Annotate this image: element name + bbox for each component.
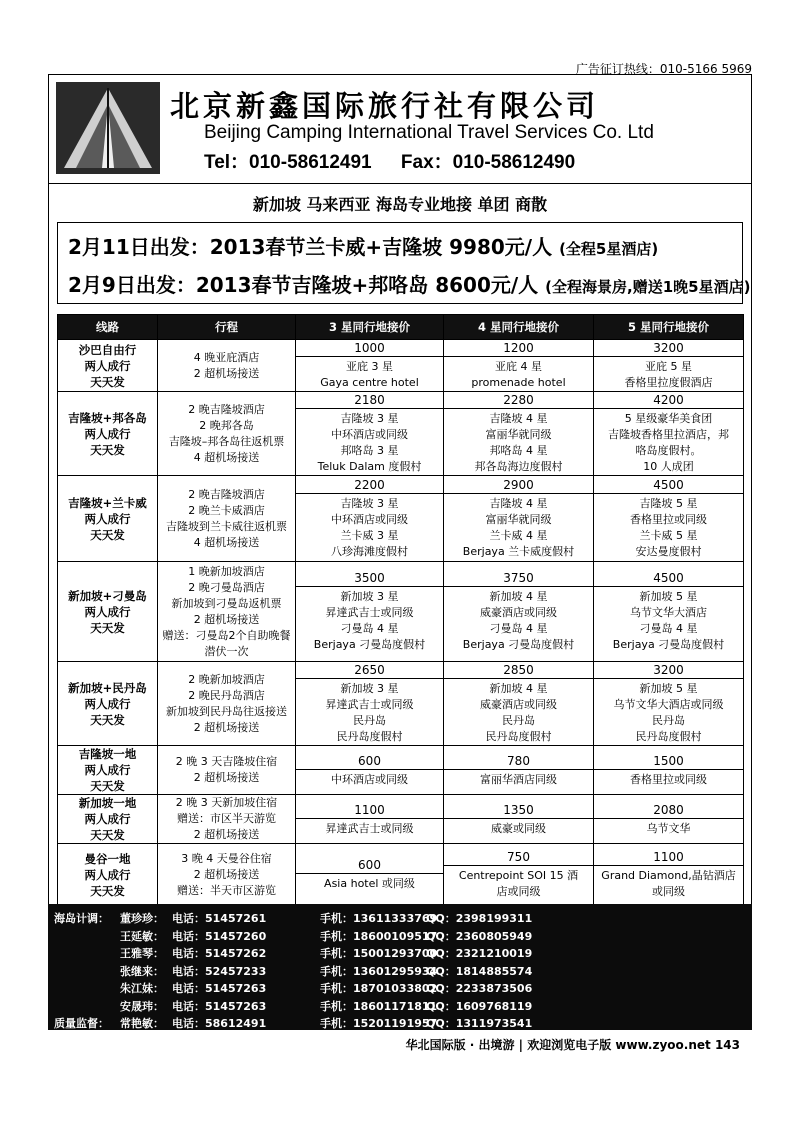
hotel-line: 中环酒店或同级 bbox=[331, 513, 408, 526]
hotel-line: 5 星级豪华美食团 bbox=[624, 412, 713, 425]
tier-cell bbox=[594, 746, 744, 795]
tier-cell bbox=[594, 562, 744, 662]
route-line: 吉隆坡+兰卡威 bbox=[68, 495, 147, 510]
hotel-line: 新加坡 3 星 bbox=[340, 682, 399, 695]
hotel-line: Berjaya 刁曼岛度假村 bbox=[313, 638, 426, 651]
route-line: 天天发 bbox=[90, 374, 125, 389]
table-row bbox=[58, 562, 744, 662]
itinerary-cell bbox=[158, 662, 296, 746]
itinerary-line: 赠送：市区半天游览 bbox=[177, 812, 276, 825]
hotel-line: Centrepoint SOI 15 酒 bbox=[458, 869, 579, 882]
tier-price: 1000 bbox=[296, 340, 443, 357]
tier-price: 4500 bbox=[594, 570, 743, 587]
page-footer bbox=[0, 1036, 740, 1053]
tier-hotels bbox=[594, 679, 743, 745]
contact-role: 海岛计调： bbox=[54, 912, 109, 925]
contact-tel: 电话：52457233 bbox=[172, 964, 267, 978]
tier-cell bbox=[296, 392, 444, 476]
hotel-line: 民丹岛度假村 bbox=[336, 730, 403, 743]
itinerary-line: 潜伏一次 bbox=[204, 644, 249, 658]
hotel-line: 富丽华酒店同级 bbox=[480, 772, 557, 786]
tier-cell bbox=[296, 340, 444, 392]
route-line: 曼谷一地 bbox=[84, 851, 131, 866]
hotel-line: 民丹岛 bbox=[502, 714, 535, 727]
tier-price: 4200 bbox=[594, 392, 743, 409]
contact-tel: 电话：51457261 bbox=[172, 912, 267, 925]
hotel-line: 民丹岛度假村 bbox=[635, 730, 702, 743]
itinerary-line: 赠送：刁曼岛2个自助晚餐 bbox=[162, 628, 291, 642]
tier-hotels bbox=[594, 866, 743, 900]
itinerary-line: 2 晚刁曼岛酒店 bbox=[188, 580, 265, 594]
tier-price: 1200 bbox=[444, 340, 593, 357]
route-line: 沙巴自由行 bbox=[78, 342, 137, 357]
contact-name: 常艳敏： bbox=[120, 1017, 164, 1030]
table-row bbox=[58, 662, 744, 746]
table-row bbox=[58, 476, 744, 562]
itinerary-line: 4 晚亚庇酒店 bbox=[193, 350, 260, 364]
hotel-line: 吉隆坡 3 星 bbox=[340, 412, 399, 425]
hotel-line: 新加坡 5 星 bbox=[639, 590, 698, 603]
tier-hotels bbox=[594, 409, 743, 475]
tier-cell bbox=[444, 562, 594, 662]
tier-cell bbox=[296, 795, 444, 844]
hotel-line: 香格里拉或同级 bbox=[630, 772, 707, 786]
itinerary-line: 赠送：半天市区游览 bbox=[177, 883, 276, 897]
itinerary-line: 2 超机场接送 bbox=[193, 828, 260, 841]
hotel-line: 乌节文华大酒店 bbox=[630, 606, 707, 619]
tier-price: 1500 bbox=[594, 753, 743, 770]
tier-price: 1350 bbox=[444, 802, 593, 819]
itinerary-line: 2 晚邦各岛 bbox=[199, 418, 254, 432]
tier-hotels bbox=[296, 874, 443, 892]
itinerary-line: 2 超机场接送 bbox=[193, 867, 260, 881]
tier-cell bbox=[444, 340, 594, 392]
hotel-line: 吉隆坡 3 星 bbox=[340, 497, 399, 510]
hotel-line: 亚庇 3 星 bbox=[346, 360, 393, 373]
tier-cell bbox=[296, 844, 444, 906]
tier-hotels bbox=[594, 819, 743, 837]
hotel-line: 兰卡威 4 星 bbox=[489, 529, 548, 542]
hotel-line: Teluk Dalam 度假村 bbox=[317, 460, 422, 473]
hotel-line: 新加坡 4 星 bbox=[489, 590, 548, 603]
itinerary-line: 2 超机场接送 bbox=[193, 366, 260, 380]
tier-price: 2200 bbox=[296, 477, 443, 494]
contact-name: 张继来： bbox=[120, 964, 164, 978]
company-fax: Fax：010-58612490 bbox=[400, 152, 576, 173]
contact-qq: QQ：2398199311 bbox=[426, 912, 533, 925]
tier-hotels bbox=[296, 819, 443, 837]
tier-price: 3500 bbox=[296, 570, 443, 587]
hotel-line: 亚庇 5 星 bbox=[645, 360, 692, 373]
company-chinese-name: 北京新鑫国际旅行社有限公司 bbox=[170, 89, 600, 123]
table-row bbox=[58, 340, 744, 392]
contact-qq: QQ：2360805949 bbox=[426, 929, 533, 943]
company-tel: Tel：010-58612491 bbox=[204, 152, 372, 173]
tier-cell bbox=[444, 476, 594, 562]
itinerary-cell bbox=[158, 746, 296, 795]
itinerary-line: 吉隆坡到兰卡威往返机票 bbox=[166, 519, 287, 533]
itinerary-line: 4 超机场接送 bbox=[193, 450, 260, 464]
route-line: 天天发 bbox=[90, 442, 125, 457]
hotel-line: 民丹岛度假村 bbox=[485, 730, 552, 743]
column-header-itinerary: 行程 bbox=[158, 315, 296, 340]
route-line: 新加坡+刁曼岛 bbox=[68, 588, 147, 603]
tier-hotels bbox=[444, 819, 593, 837]
contact-tel: 电话：58612491 bbox=[172, 1017, 267, 1030]
hotel-line: 吉隆坡 4 星 bbox=[489, 497, 548, 510]
tier-cell bbox=[444, 392, 594, 476]
hotel-line: 邦咯岛 4 星 bbox=[489, 444, 548, 457]
hotel-line: 亚庇 4 星 bbox=[495, 360, 542, 373]
promo-note: (全程海景房,赠送1晚5星酒店) bbox=[545, 278, 751, 296]
tier-cell bbox=[594, 662, 744, 746]
ad-hotline: 广告征订热线：010-5166 5969 bbox=[575, 62, 752, 76]
tier-hotels bbox=[594, 587, 743, 653]
hotel-line: 威豪酒店或同级 bbox=[480, 606, 557, 619]
tier-cell bbox=[594, 476, 744, 562]
tier-price: 1100 bbox=[594, 849, 743, 866]
table-row bbox=[58, 746, 744, 795]
itinerary-line: 吉隆坡–邦各岛往返机票 bbox=[168, 434, 285, 448]
promo-main: 2月11日出发：2013春节兰卡威+吉隆坡 9980元/人 bbox=[68, 235, 553, 259]
route-line: 天天发 bbox=[90, 828, 125, 842]
tier-cell bbox=[296, 562, 444, 662]
hotel-line: promenade hotel bbox=[471, 376, 566, 389]
table-row bbox=[58, 392, 744, 476]
contact-tel: 电话：51457260 bbox=[172, 929, 267, 943]
route-cell bbox=[58, 795, 158, 844]
promo-line bbox=[68, 231, 658, 260]
company-header bbox=[48, 74, 752, 184]
route-line: 天天发 bbox=[90, 620, 125, 635]
hotel-line: 香格里拉或同级 bbox=[630, 513, 707, 526]
route-cell bbox=[58, 844, 158, 906]
tier-cell bbox=[296, 746, 444, 795]
hotel-line: 刁曼岛 4 星 bbox=[489, 622, 548, 635]
route-line: 吉隆坡一地 bbox=[78, 747, 137, 761]
contact-tel: 电话：51457263 bbox=[172, 999, 267, 1013]
hotel-line: 邦咯岛 3 星 bbox=[340, 444, 399, 457]
tier-cell bbox=[594, 844, 744, 906]
itinerary-cell bbox=[158, 392, 296, 476]
hotel-line: 吉隆坡 4 星 bbox=[489, 412, 548, 425]
hotel-line: 昇達武吉士或同级 bbox=[325, 821, 414, 835]
contact-mobile: 手机：13611333769 bbox=[320, 912, 438, 925]
tier-hotels bbox=[444, 494, 593, 560]
tier-cell bbox=[296, 476, 444, 562]
route-line: 两人成行 bbox=[84, 867, 131, 882]
tier-cell bbox=[594, 340, 744, 392]
hotel-line: 民丹岛 bbox=[652, 714, 685, 727]
hotel-line: 新加坡 3 星 bbox=[340, 590, 399, 603]
contact-name: 王雅琴： bbox=[120, 947, 164, 960]
promo-main: 2月9日出发：2013春节吉隆坡+邦咯岛 8600元/人 bbox=[68, 273, 539, 297]
tier-price: 2180 bbox=[296, 392, 443, 409]
tier-hotels bbox=[296, 357, 443, 391]
tier-cell bbox=[444, 795, 594, 844]
route-line: 两人成行 bbox=[84, 511, 131, 526]
hotel-line: 威豪或同级 bbox=[491, 821, 546, 835]
hotel-line: Grand Diamond,晶钻酒店 bbox=[601, 869, 736, 882]
hotel-line: Gaya centre hotel bbox=[320, 376, 419, 389]
itinerary-line: 2 超机场接送 bbox=[193, 612, 260, 626]
hotel-line: 富丽华就同级 bbox=[485, 428, 552, 441]
tier-hotels bbox=[594, 770, 743, 788]
tier-hotels bbox=[444, 587, 593, 653]
itinerary-line: 2 晚民丹岛酒店 bbox=[188, 688, 265, 702]
itinerary-line: 新加坡到民丹岛往返接送 bbox=[166, 704, 287, 718]
itinerary-line: 2 晚吉隆坡酒店 bbox=[188, 487, 265, 501]
tier-hotels bbox=[594, 494, 743, 560]
promo-line bbox=[68, 269, 750, 298]
promo-note: (全程5星酒店) bbox=[559, 240, 659, 258]
contact-qq: QQ：1311973541 bbox=[426, 1017, 533, 1030]
tier-price: 600 bbox=[296, 857, 443, 874]
route-line: 两人成行 bbox=[84, 358, 131, 373]
hotel-line: 中环酒店或同级 bbox=[331, 428, 408, 441]
table-row bbox=[58, 795, 744, 844]
hotel-line: 昇達武吉士或同级 bbox=[325, 606, 414, 619]
hotel-line: 中环酒店或同级 bbox=[331, 772, 408, 786]
itinerary-cell bbox=[158, 562, 296, 662]
itinerary-line: 2 晚兰卡威酒店 bbox=[188, 503, 265, 517]
route-line: 两人成行 bbox=[84, 763, 131, 777]
page-number: 143 bbox=[714, 1038, 740, 1052]
footer-section: 华北国际版 · 出境游 bbox=[405, 1038, 515, 1052]
contact-qq: QQ：2321210019 bbox=[426, 947, 533, 960]
hotel-line: 安达曼度假村 bbox=[635, 545, 702, 558]
hotel-line: Asia hotel 或同级 bbox=[324, 877, 415, 890]
route-cell bbox=[58, 746, 158, 795]
tier-cell bbox=[594, 392, 744, 476]
tier-hotels bbox=[296, 770, 443, 788]
contacts-panel bbox=[48, 904, 752, 1030]
column-header-route: 线路 bbox=[58, 315, 158, 340]
hotel-line: 兰卡威 5 星 bbox=[639, 529, 698, 542]
hotel-line: 刁曼岛 4 星 bbox=[639, 622, 698, 635]
hotel-line: 吉隆坡 5 星 bbox=[639, 497, 698, 510]
tier-cell bbox=[444, 662, 594, 746]
contact-mobile: 手机：15201191957 bbox=[320, 1017, 438, 1030]
hotel-line: 昇達武吉士或同级 bbox=[325, 698, 414, 711]
tier-cell bbox=[296, 662, 444, 746]
service-slogan: 新加坡 马来西亚 海岛专业地接 单团 商散 bbox=[252, 195, 548, 214]
tier-hotels bbox=[444, 866, 593, 900]
tier-hotels bbox=[444, 679, 593, 745]
hotel-line: 乌节文华大酒店或同级 bbox=[613, 698, 724, 711]
hotel-line: 咯岛度假村。 bbox=[635, 444, 702, 457]
hotel-line: 富丽华就同级 bbox=[485, 513, 552, 526]
hotel-line: 邦各岛海边度假村 bbox=[474, 460, 563, 473]
contact-role: 质量监督： bbox=[54, 1017, 109, 1030]
contact-mobile: 手机：18701033802 bbox=[320, 982, 438, 995]
route-cell bbox=[58, 562, 158, 662]
contact-mobile: 手机：13601295934 bbox=[320, 964, 438, 978]
hotel-line: 兰卡威 3 星 bbox=[340, 529, 399, 542]
contact-qq: QQ：1814885574 bbox=[426, 964, 533, 978]
contact-tel: 电话：51457262 bbox=[172, 947, 267, 960]
footer-promo: 欢迎浏览电子版 www.zyoo.net bbox=[527, 1038, 711, 1052]
hotel-line: 店或同级 bbox=[496, 885, 541, 898]
contact-name: 董珍珍： bbox=[120, 912, 164, 925]
itinerary-line: 2 超机场接送 bbox=[193, 720, 260, 734]
itinerary-cell bbox=[158, 795, 296, 844]
hotel-line: 民丹岛 bbox=[353, 714, 386, 727]
column-header-4star: 4 星同行地接价 bbox=[444, 315, 594, 340]
tier-hotels bbox=[296, 587, 443, 653]
route-cell bbox=[58, 340, 158, 392]
tier-price: 2850 bbox=[444, 662, 593, 679]
itinerary-line: 1 晚新加坡酒店 bbox=[188, 564, 265, 578]
route-line: 新加坡+民丹岛 bbox=[68, 680, 147, 695]
itinerary-line: 新加坡到刁曼岛返机票 bbox=[171, 596, 282, 610]
company-english-name: Beijing Camping International Travel Services Co. Ltd bbox=[204, 122, 654, 143]
tier-cell bbox=[594, 795, 744, 844]
tier-cell bbox=[444, 746, 594, 795]
hotel-line: 刁曼岛 4 星 bbox=[340, 622, 399, 635]
tier-price: 3200 bbox=[594, 662, 743, 679]
hotel-line: 新加坡 4 星 bbox=[489, 682, 548, 695]
contact-mobile: 手机：18600109517 bbox=[320, 929, 438, 943]
route-line: 天天发 bbox=[90, 779, 125, 793]
itinerary-line: 2 晚 3 天吉隆坡住宿 bbox=[175, 755, 278, 768]
hotel-line: 10 人成团 bbox=[643, 460, 694, 473]
tier-price: 600 bbox=[296, 753, 443, 770]
itinerary-line: 3 晚 4 天曼谷住宿 bbox=[181, 851, 272, 865]
tier-price: 2650 bbox=[296, 662, 443, 679]
hotel-line: Berjaya 兰卡威度假村 bbox=[462, 545, 575, 558]
tier-price: 2280 bbox=[444, 392, 593, 409]
tier-price: 3200 bbox=[594, 340, 743, 357]
hotel-line: Berjaya 刁曼岛度假村 bbox=[612, 638, 725, 651]
tier-price: 780 bbox=[444, 753, 593, 770]
promo-box bbox=[57, 222, 751, 304]
contact-name: 安晟玮： bbox=[120, 999, 164, 1013]
route-line: 两人成行 bbox=[84, 696, 131, 711]
itinerary-cell bbox=[158, 476, 296, 562]
route-cell bbox=[58, 662, 158, 746]
hotel-line: 八珍海滩度假村 bbox=[331, 545, 408, 558]
footer-separator: | bbox=[518, 1038, 524, 1052]
route-line: 天天发 bbox=[90, 883, 125, 898]
tier-price: 2900 bbox=[444, 477, 593, 494]
itinerary-line: 4 超机场接送 bbox=[193, 535, 260, 549]
tier-price: 3750 bbox=[444, 570, 593, 587]
route-line: 吉隆坡+邦各岛 bbox=[68, 410, 147, 425]
tier-hotels bbox=[594, 357, 743, 391]
hotel-line: 香格里拉度假酒店 bbox=[624, 376, 713, 389]
route-cell bbox=[58, 392, 158, 476]
route-line: 新加坡一地 bbox=[78, 796, 137, 810]
contact-tel: 电话：51457263 bbox=[172, 982, 267, 995]
itinerary-cell bbox=[158, 844, 296, 906]
hotel-line: 威豪酒店或同级 bbox=[480, 698, 557, 711]
contact-mobile: 手机：15001293700 bbox=[320, 947, 438, 960]
tier-price: 2080 bbox=[594, 802, 743, 819]
table-header-row bbox=[58, 315, 744, 340]
route-cell bbox=[58, 476, 158, 562]
route-line: 两人成行 bbox=[84, 604, 131, 619]
tier-hotels bbox=[444, 770, 593, 788]
route-line: 天天发 bbox=[90, 527, 125, 542]
contact-qq: QQ：2233873506 bbox=[426, 982, 533, 995]
hotel-line: 吉隆坡香格里拉酒店，邦 bbox=[608, 428, 729, 441]
contact-name: 朱江妹： bbox=[120, 982, 164, 995]
price-table bbox=[57, 314, 744, 906]
hotel-line: Berjaya 刁曼岛度假村 bbox=[462, 638, 575, 651]
tent-logo-icon bbox=[56, 82, 160, 174]
column-header-5star: 5 星同行地接价 bbox=[594, 315, 744, 340]
tier-price: 750 bbox=[444, 849, 593, 866]
tier-hotels bbox=[444, 357, 593, 391]
contact-mobile: 手机：18601171811 bbox=[320, 999, 438, 1013]
itinerary-line: 2 晚新加坡酒店 bbox=[188, 672, 265, 686]
tier-price: 1100 bbox=[296, 802, 443, 819]
itinerary-line: 2 晚吉隆坡酒店 bbox=[188, 402, 265, 416]
tier-hotels bbox=[444, 409, 593, 475]
table-row bbox=[58, 844, 744, 906]
hotel-line: 或同级 bbox=[652, 885, 685, 898]
tier-hotels bbox=[296, 494, 443, 560]
hotel-line: 乌节文华 bbox=[646, 821, 691, 835]
company-contact-line bbox=[204, 147, 597, 174]
contact-name: 王延敏： bbox=[120, 929, 164, 943]
tier-price: 4500 bbox=[594, 477, 743, 494]
route-line: 天天发 bbox=[90, 712, 125, 727]
tier-hotels bbox=[296, 679, 443, 745]
route-line: 两人成行 bbox=[84, 426, 131, 441]
column-header-3star: 3 星同行地接价 bbox=[296, 315, 444, 340]
hotel-line: 新加坡 5 星 bbox=[639, 682, 698, 695]
tier-cell bbox=[444, 844, 594, 906]
itinerary-cell bbox=[158, 340, 296, 392]
route-line: 两人成行 bbox=[84, 812, 131, 826]
tier-hotels bbox=[296, 409, 443, 475]
contact-qq: QQ：1609768119 bbox=[426, 999, 533, 1013]
itinerary-line: 2 超机场接送 bbox=[193, 771, 260, 784]
itinerary-line: 2 晚 3 天新加坡住宿 bbox=[175, 796, 278, 809]
